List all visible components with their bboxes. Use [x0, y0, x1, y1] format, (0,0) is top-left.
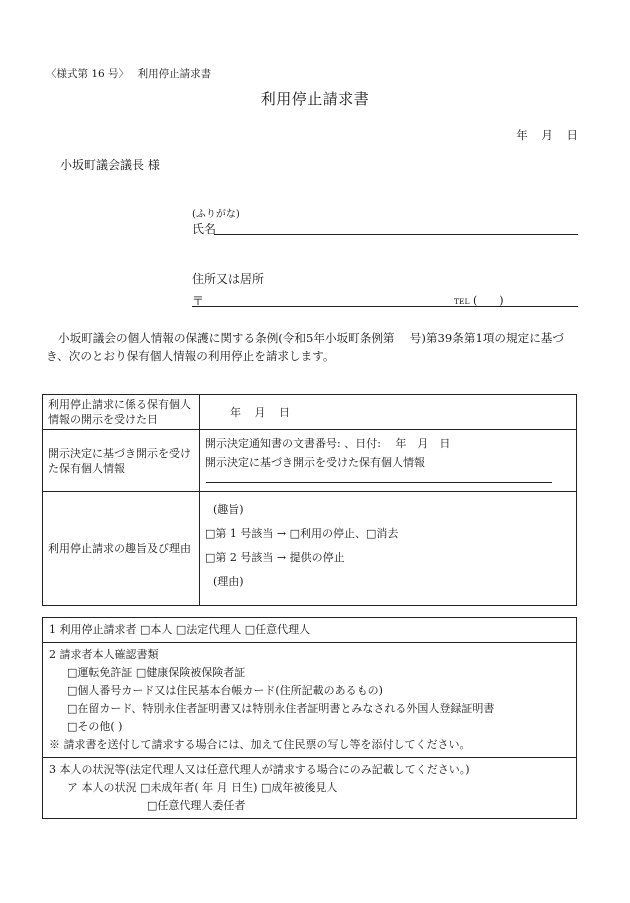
- principal-status-options[interactable]: ア 本人の状況 □未成年者( 年 月 日生) □成年被後見人: [67, 781, 338, 794]
- id-documents-title: 2 請求者本人確認書類: [49, 648, 159, 661]
- disclosed-info-cell[interactable]: [200, 430, 577, 492]
- disclosed-info-caption: 開示決定に基づき開示を受けた保有個人情報: [205, 456, 425, 469]
- notice-doc-number: 開示決定通知書の文書番号: 、日付: 年 月 日: [205, 437, 451, 450]
- document-title: 利用停止請求書: [260, 90, 370, 108]
- supplementary-box: [42, 617, 577, 819]
- address-field[interactable]: [192, 306, 578, 307]
- tel-label: TEL: [454, 297, 470, 306]
- principal-status-section: [43, 758, 576, 818]
- purpose-heading: (趣旨): [213, 503, 244, 516]
- addressee: 小坂町議会議長 様: [60, 158, 160, 172]
- request-date: 年 月 日: [516, 128, 578, 142]
- form-number: 〈様式第 16 号〉 利用停止請求書: [46, 68, 212, 80]
- request-table: [42, 394, 577, 606]
- id-documents-section: [43, 643, 576, 758]
- purpose-option-1[interactable]: □第 1 号該当 → □利用の停止、□消去: [205, 527, 399, 540]
- disclosure-date-label: 利用停止請求に係る保有個人情報の開示を受けた日: [43, 395, 200, 430]
- id-document-option[interactable]: □個人番号カード又は住民基本台帳カード(住所記載のあるもの): [67, 684, 383, 697]
- tel-parens: ( ): [472, 294, 504, 307]
- purpose-reason-label: 利用停止請求の趣旨及び理由: [43, 492, 200, 606]
- requester-type[interactable]: 1 利用停止請求者 □本人 □法定代理人 □任意代理人: [49, 623, 311, 636]
- address-label: 住所又は居所: [192, 272, 265, 286]
- purpose-reason-cell[interactable]: [200, 492, 577, 606]
- name-label: 氏名: [192, 222, 217, 236]
- postal-mark: 〒: [192, 294, 205, 308]
- id-documents-note: ※ 請求書を送付して請求する場合には、加えて住民票の写し等を添付してください。: [49, 738, 471, 751]
- reason-heading: (理由): [213, 575, 244, 588]
- table-row: [43, 430, 577, 492]
- request-paragraph: 小坂町議会の個人情報の保護に関する条例(令和5年小坂町条例第 号)第39条第1項の規定に基づき、次のとおり保有個人情報の利用停止を請求します。: [46, 331, 564, 363]
- disclosure-date-value[interactable]: 年 月 日: [200, 395, 577, 430]
- name-field[interactable]: [214, 234, 578, 235]
- requester-section: [43, 618, 576, 643]
- id-document-option[interactable]: □運転免許証 □健康保険被保険者証: [67, 666, 246, 679]
- id-document-option[interactable]: □在留カード、特別永住者証明書又は特別永住者証明書とみなされる外国人登録証明書: [67, 702, 495, 715]
- purpose-option-2[interactable]: □第 2 号該当 → 提供の停止: [205, 551, 345, 564]
- disclosed-info-line: [206, 482, 552, 483]
- furigana-label: (ふりがな): [192, 209, 240, 220]
- table-row: [43, 395, 577, 430]
- table-row: [43, 492, 577, 606]
- principal-status-title: 3 本人の状況等(法定代理人又は任意代理人が請求する場合にのみ記載してください。): [49, 763, 470, 776]
- id-document-option[interactable]: □その他( ): [67, 720, 123, 733]
- disclosed-info-label: 開示決定に基づき開示を受けた保有個人情報: [43, 430, 200, 492]
- principal-status-option-delegator[interactable]: □任意代理人委任者: [147, 799, 246, 812]
